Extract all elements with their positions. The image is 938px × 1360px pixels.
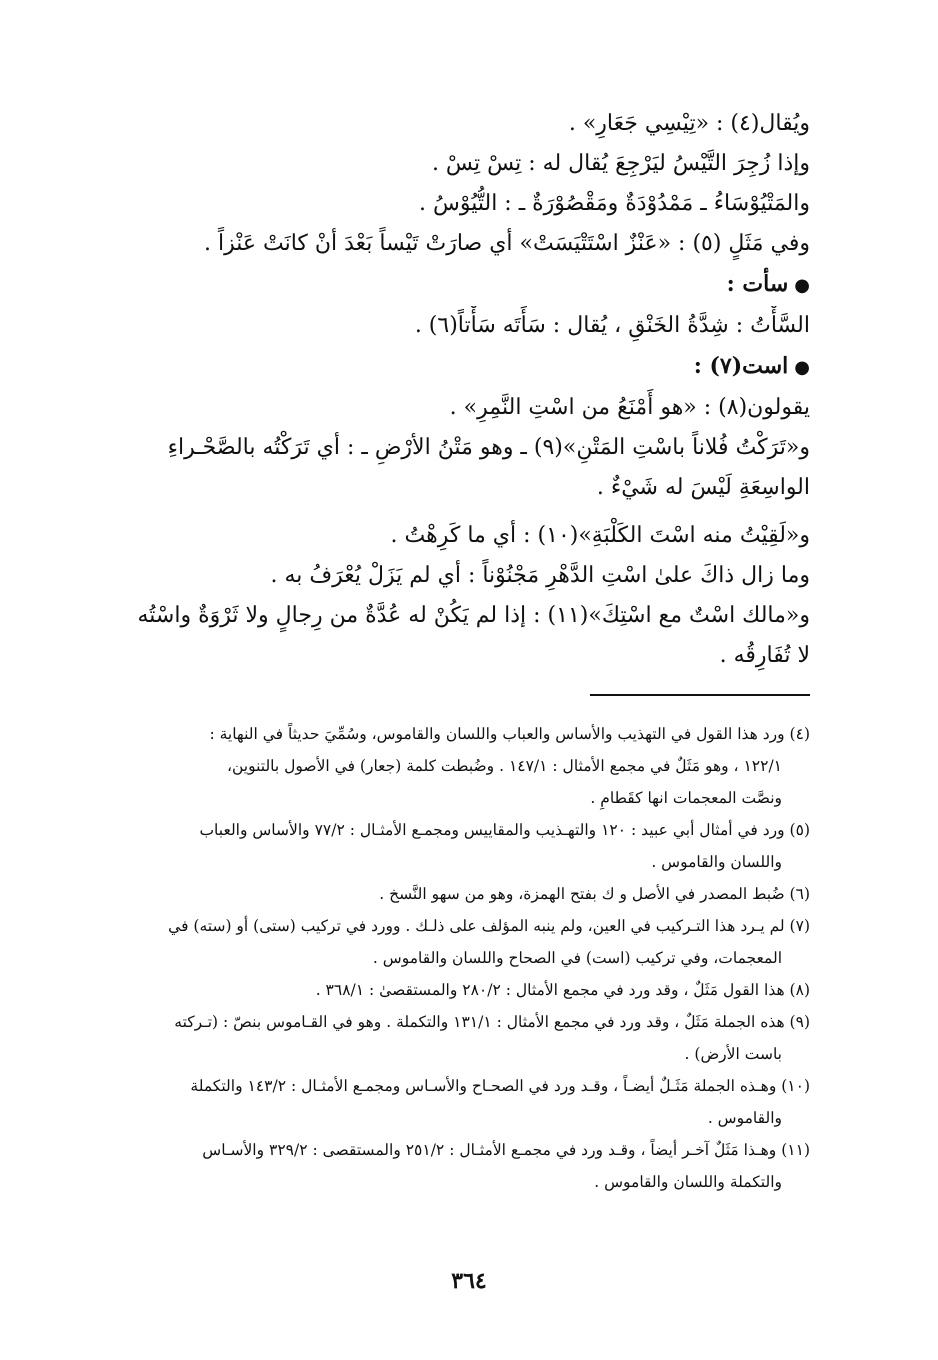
- footnote-line: (٨) هذا القول مَثَلٌ ، وقد ورد في مجمع الأمثال : ٢٨٠/٢ والمستقصىٰ : ٣٦٨/١ .: [315, 981, 810, 999]
- text-line: وفي مَثَلٍ (٥) : «عَنْزٌ اسْتَتْيَسَتْ» أي صارَتْ تَيْساً بَعْدَ أنْ كانَتْ عَنْزاً .: [203, 231, 810, 256]
- footnote-line: (٤) ورد هذا القول في التهذيب والأساس والعباب واللسان والقاموس، وسُمِّيَ حديثاً في النهاية :: [209, 725, 810, 743]
- text-line: والمَتْيُوْسَاءُ ـ مَمْدُوْدَةٌ ومَقْصُوْرَةٌ ـ : التُّيُوْسُ .: [419, 191, 810, 216]
- footnote-line: والتكملة واللسان والقاموس .: [594, 1173, 782, 1191]
- footnote-line: (١١) وهـذا مَثَلٌ آخـر أيضاً ، وقـد ورد في مجمـع الأمثـال : ٢٥١/٢ والمستقصى : ٣٢٩/٢ والأسـاس: [202, 1141, 810, 1159]
- text-line: لا تُفَارِقُه .: [719, 643, 810, 668]
- entry-heading-label: است(٧) :: [693, 353, 789, 379]
- text-line: الواسِعَةِ لَيْسَ له شَيْءٌ .: [596, 475, 810, 500]
- footnote-line: المعجمات، وفي تركيب (است) في الصحاح واللسان والقاموس .: [372, 949, 782, 967]
- footnote-line: ونصَّت المعجمات انها كقَطامِ .: [590, 789, 782, 807]
- text-line: و«مالك اسْتٌ مع اسْتِكَ»(١١) : إذا لم يَكُنْ له عُدَّةٌ من رِجالٍ ولا ثَرْوَةٌ واسْتُه: [137, 603, 810, 628]
- footnote-line: ١٢٢/١ ، وهو مَثَلٌ في مجمع الأمثال : ١٤٧/١ . وضُبطت كلمة (جعار) في الأصول بالتنوين،: [226, 757, 782, 775]
- footnote: [96, 1070, 810, 1134]
- footnotes: [96, 718, 810, 1198]
- entry-heading-saat: [96, 264, 810, 306]
- footnote: [96, 974, 810, 1006]
- text-line: وإذا زُجِرَ التَّيْسُ ليَرْجِعَ يُقال له : تِسْ تِسْ .: [431, 151, 810, 176]
- entry-heading-ist: [96, 346, 810, 388]
- page-number: ٣٦٤: [451, 1268, 487, 1294]
- footnote-line: والقاموس .: [707, 1109, 782, 1127]
- text-line: وما زال ذاكَ علىٰ اسْتِ الدَّهْرِ مَجْنُوْناً : أي لم يَزَلْ يُعْرَفُ به .: [270, 563, 810, 588]
- footnote-line: (١٠) وهـذه الجملة مَثَـلٌ أيضـاً ، وقـد ورد في الصحـاح والأسـاس ومجمـع الأمثـال : ١٤٣/٢ والتكملة: [190, 1077, 810, 1095]
- footnote-line: (٦) ضُبط المصدر في الأصل و ك بفتح الهمزة، وهو من سهو النَّسخ .: [379, 885, 810, 903]
- entry-heading-label: سأت :: [726, 271, 789, 297]
- footnote: [96, 878, 810, 910]
- footnote-divider: [590, 694, 810, 696]
- footnote: [96, 910, 810, 974]
- text-line: و«تَرَكْتُ فُلاناً باسْتِ المَتْنِ»(٩) ـ وهو مَتْنُ الأرْضِ ـ : أي تَرَكْتُه بالصَّحْـراءِ: [167, 435, 810, 460]
- footnote-line: (٩) هذه الجملة مَثَلٌ ، وقد ورد في مجمع الأمثال : ١٣١/١ والتكملة . وهو في القـاموس بنصّ : (تـركته: [174, 1013, 810, 1031]
- page-body: [96, 104, 810, 1304]
- text-line: السَّأْتُ : شِدَّةُ الخَنْقِ ، يُقال : سَأَتَه سَأْتاً(٦) .: [414, 313, 810, 338]
- text-line: يقولون(٨) : «هو أَمْنَعُ من اسْتِ النَّمِرِ» .: [449, 395, 810, 420]
- text-line: ويُقال(٤) : «تِيْسِي جَعَارِ» .: [568, 111, 810, 136]
- bullet-icon: ●: [794, 357, 810, 378]
- footnote-line: باست الأرض) .: [684, 1045, 782, 1063]
- footnote-line: (٧) لم يـرد هذا التـركيب في العين، ولم ينبه المؤلف على ذلـك . وورد في تركيب (ستى) أو (سته) في: [168, 917, 810, 935]
- footnote-line: واللسان والقاموس .: [651, 853, 782, 871]
- bullet-icon: ●: [794, 275, 810, 296]
- text-line: و«لَقِيْتُ منه اسْتَ الكَلْبَةِ»(١٠) : أي ما كَرِهْتُ .: [390, 523, 810, 548]
- footnote-line: (٥) ورد في أمثال أبي عبيد : ١٢٠ والتهـذيب والمقاييس ومجمـع الأمثـال : ٧٧/٢ والأساس والعباب: [199, 821, 810, 839]
- footnote: [96, 1134, 810, 1198]
- footnote: [96, 814, 810, 878]
- footnote: [96, 1006, 810, 1070]
- footnote: [96, 718, 810, 814]
